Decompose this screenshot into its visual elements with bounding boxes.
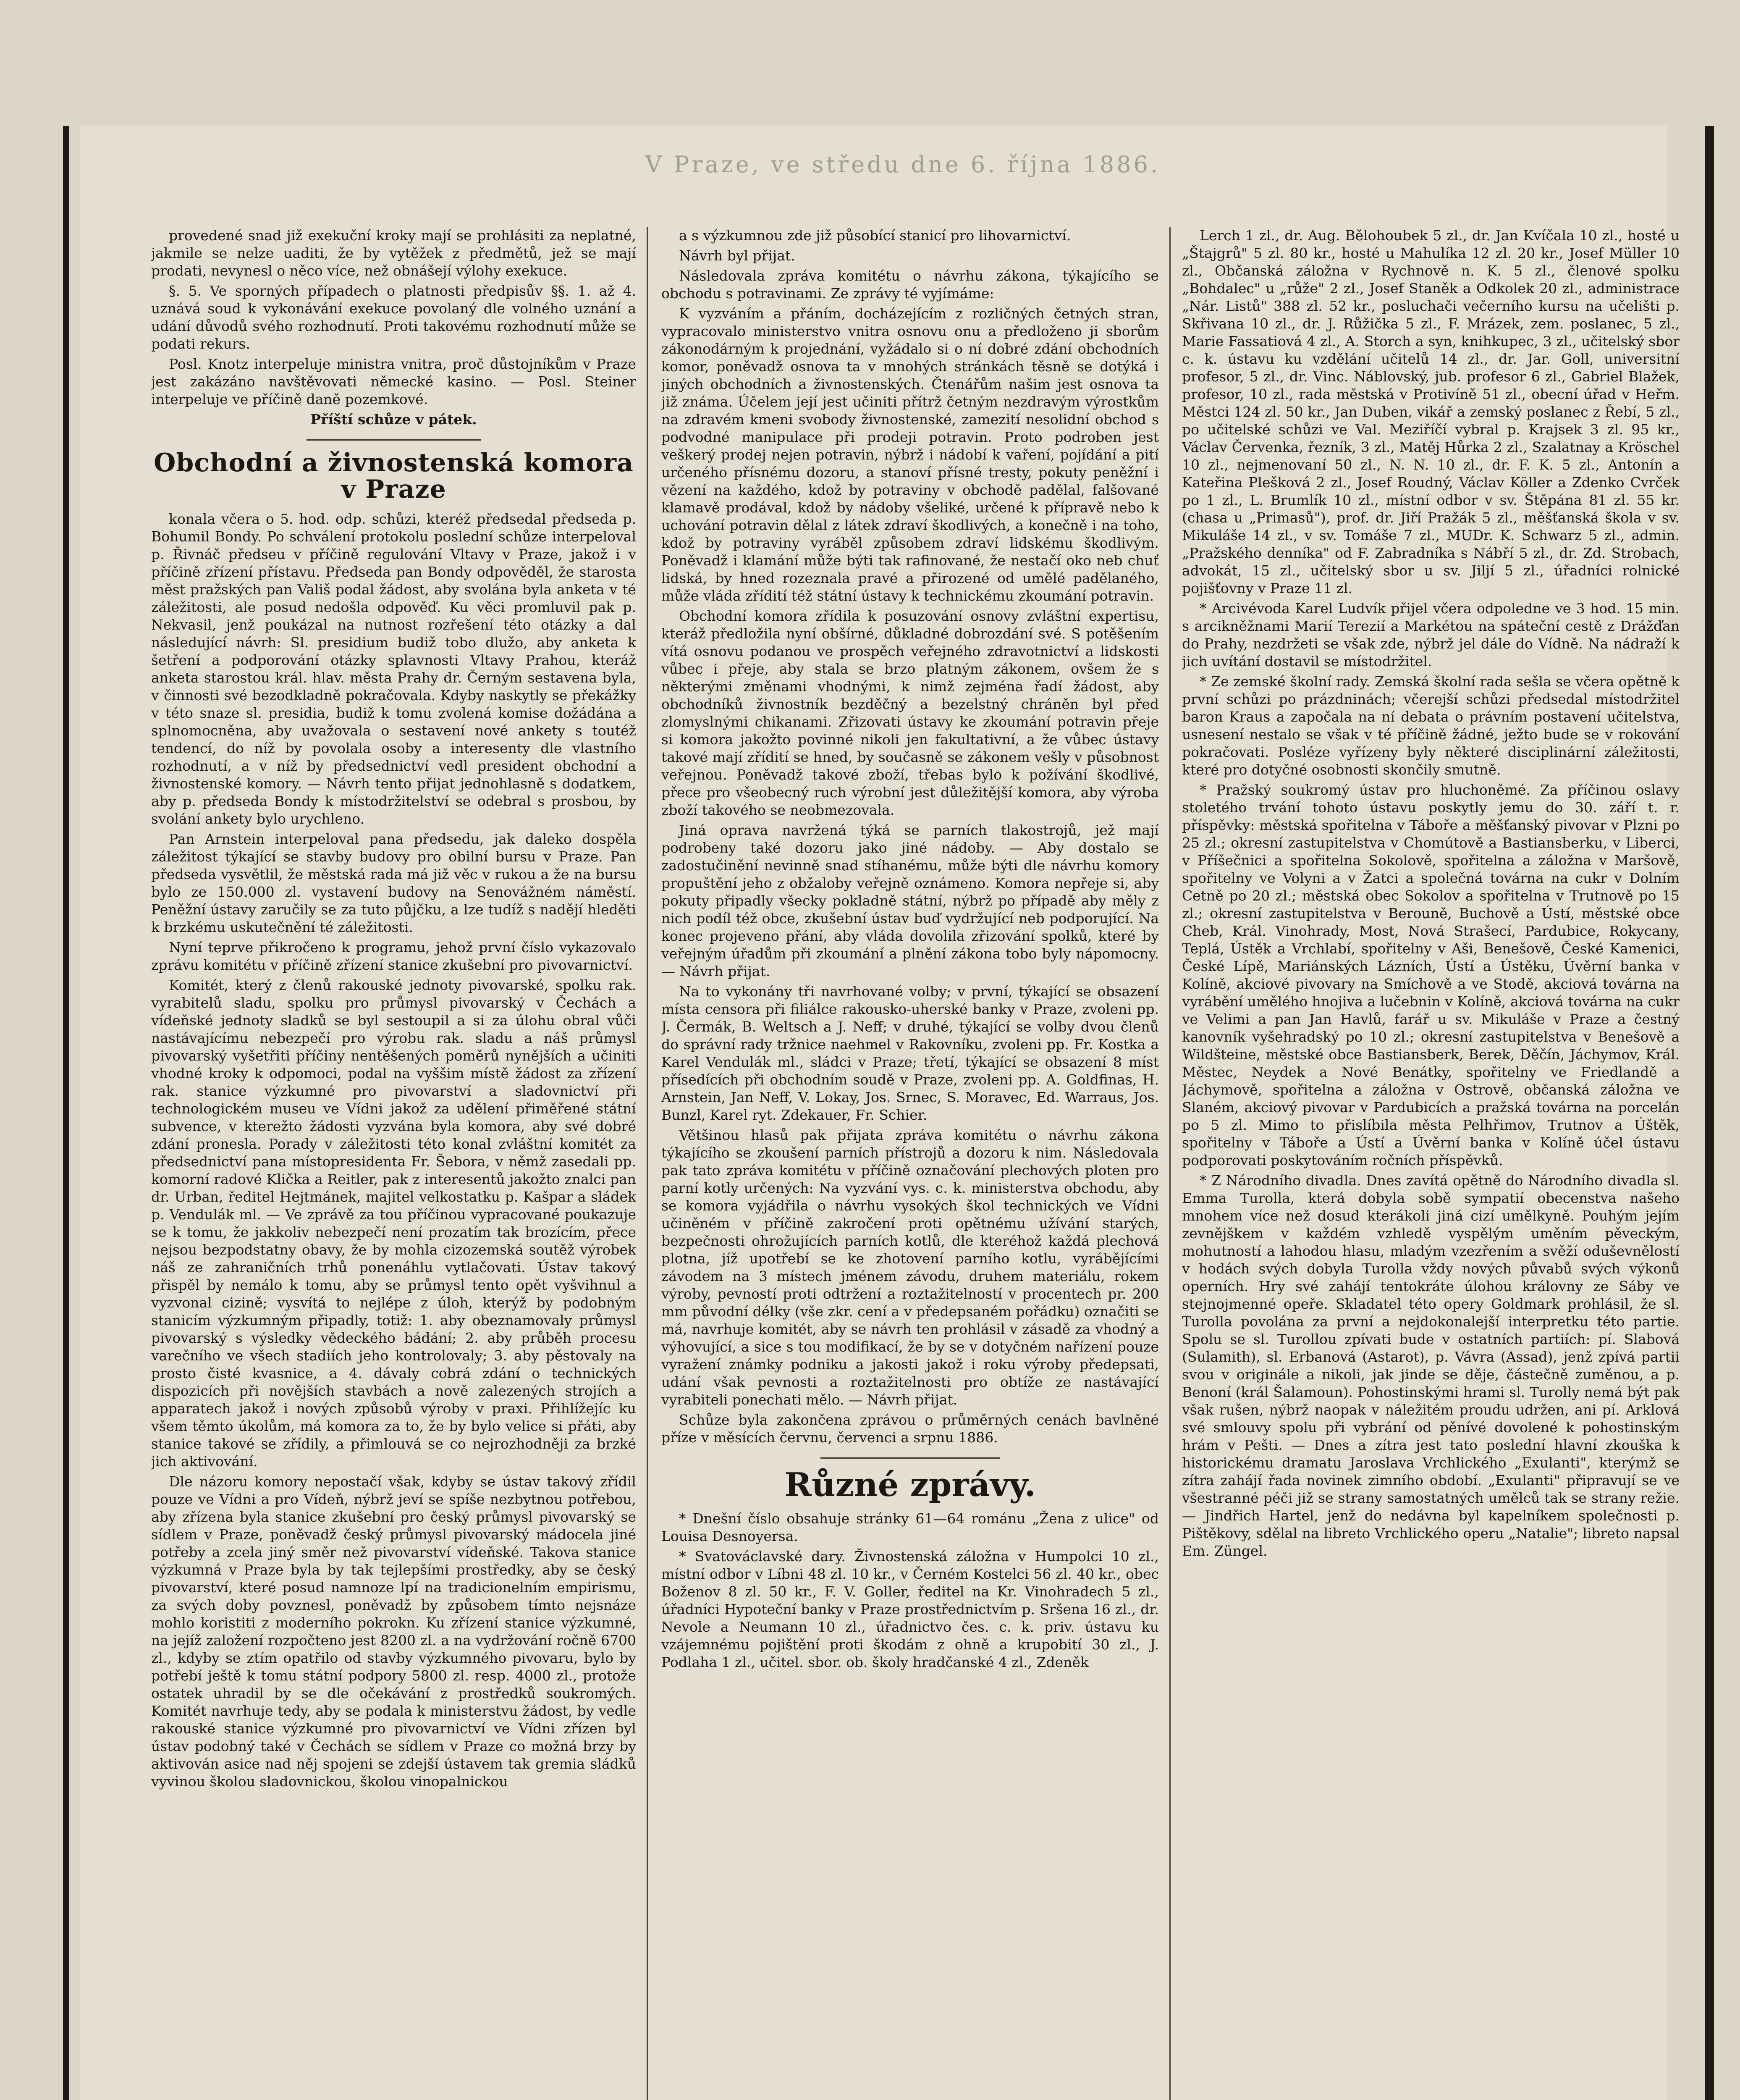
paragraph: * Dnešní číslo obsahuje stránky 61—64 románu „Žena z ulice" od Louisa Desnoyersa. bbox=[661, 1510, 1159, 1544]
paragraph: Jiná oprava navržená týká se parních tlakostrojů, jež mají podrobeny také dozoru jako jiné nádoby. — Aby dostalo se zadostučinění nevinně snad stíhanému, může býti dle návrhu komory propuštění jeho z obžaloby veřejně oznámeno. Komora nepřeje si, aby pokuty připadly všecky pokladně státní, nýbrž po případě aby měly z nich podíl též obce, zkušební ústav buď vydržující neb podporující. Na konec projeveno přání, aby vláda dovolila zřizování spolků, které by veřejným úřadům při zkoumání a plnění zákona tobo byly nápomocny. — Návrh přijat. bbox=[661, 822, 1159, 979]
paragraph: konala včera o 5. hod. odp. schůzi, kteréž předsedal předseda p. Bohumil Bondy. Po schválení protokolu poslední schůze interpeloval p. Řivnáč předseu v příčině regulování Vltavy v Praze, jakož i v příčině zřízení přístavu. Předseda pan Bondy odpověděl, že starosta měst pražských pan Vališ podal žádost, aby svolána byla anketa v té záležitosti, ale posud nedošla odpověď. Ku věci promluvil pak p. Nekvasil, jenž poukázal na nutnost rozřešení této otázky a dal následující návrh: Sl. presidium budiž tobo dlužo, aby anketa k šetření a podporování otázky splavnosti Vltavy Prahou, kteráž anketa starostou král. hlav. města Prahy dr. Černým sestavena byla, v činnosti své bezodkladně pokračovala. Kdyby naskytly se překážky v této snaze sl. presidia, budiž k tomu zvolená komise dožádána a splnomocněna, aby uvažovala o sestavení nové ankety s toutéž tendencí, do níž by povolala osoby a interesenty dle vlastního rozhodnutí, a v níž by předsednictví vedl president obchodní a živnostenské komory. — Návrh tento přijat jednohlasně s dodatkem, aby p. předseda Bondy k místodržitelství se odebral s prosbou, by svolání ankety bylo urychleno. bbox=[151, 511, 636, 827]
paragraph: * Arcivévoda Karel Ludvík přijel včera odpoledne ve 3 hod. 15 min. s arcikněžnami Marií Terezií a Markétou na spáteční cestě z Drážďan do Prahy, nezdržeti se však zde, nýbrž jel dále do Vídně. Na nádraží k jich uvítání dostavil se místodržitel. bbox=[1182, 600, 1680, 669]
paragraph: * Svatováclavské dary. Živnostenská záložna v Humpolci 10 zl., místní odbor v Líbni 48 zl. 10 kr., v Černém Kostelci 56 zl. 40 kr., obec Boženov 8 zl. 50 kr., F. V. Goller, ředitel na Kr. Vinohradech 5 zl., úřadníci Hypoteční banky v Praze prostřednictvím p. Sršena 16 zl., dr. Nevole a Neumann 10 zl., úřadnictvo čes. c. k. priv. ústavu ku vzájemnému pojištění proti škodám z ohně a krupobití 30 zl., J. Podlaha 1 zl., učitel. sbor. ob. školy hradčanské 4 zl., Zdeněk bbox=[661, 1548, 1159, 1670]
paragraph: Pan Arnstein interpeloval pana předsedu, jak daleko dospěla záležitost týkající se stavby budovy pro obilní bursu v Praze. Pan předseda vysvětlil, že městská rada má již věc v rukou a že na bursu bylo ze 150.000 zl. vystavení budovy na Senovážném náměstí. Peněžní ústavy zaručily se za tuto půjčku, a lze tudíž s nadějí hleděti k brzkému uskutečnění té záležitosti. bbox=[151, 831, 636, 935]
page-edge-left bbox=[63, 126, 69, 2100]
masthead-date: V Praze, ve středu dne 6. října 1886. bbox=[645, 151, 1161, 178]
article-heading-ruzne-zpravy: Různé zprávy. bbox=[784, 1466, 1036, 1504]
paragraph: Příští schůze v pátek. bbox=[310, 411, 477, 428]
paragraph: Na to vykonány tři navrhované volby; v první, týkající se obsazení místa censora při filiálce rakousko-uherské banky v Praze, zvoleni pp. J. Čermák, B. Weltsch a J. Neff; v druhé, týkající se volby dvou členů do správní rady tržnice naehmel v Rakovníku, zvoleni pp. Fr. Kostka a Karel Vendulák ml., sládci v Praze; třetí, týkající se obsazení 8 míst přísedících při obchodním soudě v Praze, zvoleni pp. A. Goldfinas, H. Arnstein, Jan Neff, V. Lokay, Jos. Srnec, S. Moravec, Ed. Warraus, Jos. Bunzl, Karel ryt. Zdekauer, Fr. Schier. bbox=[661, 983, 1159, 1123]
column-rule-2 bbox=[1169, 227, 1171, 2100]
paragraph: Nyní teprve přikročeno k programu, jehož první číslo vykazovalo zprávu komitétu v příčině zřízení stanice zkušební pro pivovarnictví. bbox=[151, 939, 636, 973]
paragraph: Většinou hlasů pak přijata zpráva komitétu o návrhu zákona týkajícího se zkoušení parních přístrojů a dozoru k nim. Následovala pak tato zpráva komitétu v příčině označování plechových ploten pro parní kotly určených: Na vyzvání vys. c. k. ministerstva obchodu, aby se komora vyjádřila o návrhu vysokých škol technických ve Vídni učiněném v příčině zakročení proti opětnému užívání starých, bezpečnosti ohrožujících parních kotlů, dle kteréhož každá plechová plotna, jíž upotřebí se ke zhotovení parního kotlu, vyrábějícími závodem na 3 místech jménem závodu, druhem materiálu, rokem výroby, pevností proti odtržení a roztažitelností v procentech pr. 200 mm původní délky (vše zkr. cení a v předepsaném pořádku) označiti se má, navrhuje komitét, aby se návrh ten prohlásil v zásadě za vhodný a výhovující, a sice s tou modifikací, že by se v dotyčném nařízení pouze vyražení známky podniku a jakosti jakož i roku výroby předepsati, udání však pevnosti a roztažitelnosti pro obtíže ze nastávající vyrabiteli ponechati mělo. — Návrh přijat. bbox=[661, 1127, 1159, 1408]
paragraph: Dle názoru komory nepostačí však, kdyby se ústav takový zřídil pouze ve Vídni a pro Vídeň, nýbrž jeví se spíše nezbytnou potřebou, aby zřízena byla stanice zkušební pro český průmysl pivovarský se sídlem v Praze, poněvadž český průmysl pivovarský mádocela jiné potřeby a zcela jiný směr než pivovarství vídeňské. Takova stanice výzkumná v Praze byla by tak tejlepšími prostředky, aby se český pivovarství, které posud namnoze lpí na tradicionelním empirismu, za svých doby povznesl, poněvadž by způsobem tímto nejsnáze mohlo koristiti z moderního pokrokn. Ku zřízení stanice výzkumné, na jejíž založení rozpočteno jest 8200 zl. a na vydržování ročně 6700 zl., kdyby se ztím opatřilo od stavby výzkumného pivovaru, bylo by potřebí ještě k tomu státní podpory 5800 zl. resp. 4000 zl., protože ostatek uhradil by se dle očekávání z prostředků soukromých. Komitét navrhuje tedy, aby se podala k ministerstvu žádost, by vedle rakouské stanice výzkumné pro pivovarnictví ve Vídni zřízen byl ústav podobný také v Čechách se sídlem v Praze co možná brzy by aktivován asice nad něj spojeni se zdejší ústavem tak gremia sládků vyvinou školou sladovnickou, školou vinopalnickou bbox=[151, 1473, 636, 1790]
column-rule-1 bbox=[647, 227, 648, 2100]
paragraph: * Ze zemské školní rady. Zemská školní rada sešla se včera opětně k první schůzi po prázdninách; včerejší schůzi předsedal místodržitel baron Kraus a započala na ní debata o právním postavení učitelstva, usnesení nestalo se však v té příčině žádné, ježto bude se v rokování pokračovati. Posléze vyřízeny byly některé disciplinární záležitosti, které pro dotyčné osobnosti skončily smutně. bbox=[1182, 673, 1680, 778]
paragraph: * Z Národního divadla. Dnes zavítá opětně do Národního divadla sl. Emma Turolla, která dobyla sobě sympatií obecenstva našeho mnohem více než dosud kterákoli jiná cizí umělkyně. Pouhým jejím zevnějškem v každém vzhledě vyspělým uměním pěveckým, mohutností a lahodou hlasu, mladým vzezřením a svěží oduševnělostí v hodách svých dobyla Turolla vždy nových půvabů svých výkonů operních. Hry své zahájí tentokráte úlohou královny ze Sáby ve stejnojmenné opeře. Skladatel této opery Goldmark prohlásil, že sl. Turolla povolána za první a nejdokonalejší interpretku této partie. Spolu se sl. Turollou zpívati bude v ostatních partiích: pí. Slabová (Sulamith), sl. Erbanová (Astarot), p. Vávra (Assad), jenž zpívá partii svou v originále a nikoli, jak jinde se děje, částečně zuměnou, a p. Benoní (král Šalamoun). Pohostinskými hrami sl. Turolly nemá být pak však rušen, nýbrž naopak v náležitém proudu udržen, ani pí. Arklová své smlouvy spolu při vybrání od pěnívé dovolené k pohostinským hrám v Pešti. — Dnes a zítra jest tato poslední hlavní zkouška k historickému dramatu Jaroslava Vrchlického „Exulanti", kterýmž se zítra zahájí řada novinek zimního období. „Exulanti" připravují se ve všestranné péči již se strany samostatných umělců tak se strany režie. — Jindřich Hartel, jenž do nedávna byl kapelníkem společnosti p. Pištěkovy, sdělal na libreto Vrchlického operu „Natalie"; libreto napsal Em. Züngel. bbox=[1182, 1172, 1680, 1559]
column-1 bbox=[151, 227, 636, 2100]
paragraph: §. 5. Ve sporných případech o platnosti předpisův §§. 1. až 4. uznává soud k vykonávání exekuce povolaný dle volného uznání a udání důvodů svého rozhodnutí. Proti takovému rozhodnutí může se podati rekurs. bbox=[151, 283, 636, 352]
paragraph: Lerch 1 zl., dr. Aug. Bělohoubek 5 zl., dr. Jan Kvíčala 10 zl., hosté u „Štajgrů" 5 zl. 80 kr., hosté u Mahulíka 12 zl. 20 kr., Josef Müller 10 zl., Občanská záložna v Rychnově n. K. 5 zl., členové spolku „Bohdalec" u „růže" 2 zl., Josef Staněk a Odkolek 20 zl., administrace „Nár. Listů" 388 zl. 52 kr., posluchači večerního kursu na učelišti p. Skřivana 10 zl., dr. J. Růžička 5 zl., F. Mrázek, zem. poslanec, 5 zl., Marie Fassatiová 4 zl., A. Storch a syn, knihkupec, 3 zl., učitelský sbor c. k. ústavu ku vzdělání učitelů 14 zl., dr. Jar. Goll, universitní profesor, 5 zl., dr. Vinc. Náblovský, jub. profesor 6 zl., Gabriel Blažek, profesor, 10 zl., rada městská v Protivíně 51 zl., obecní úřad v Heřm. Městci 124 zl. 50 kr., Jan Duben, vikář a zemský poslanec z Řebí, 5 zl., po učitelské schůzi ve Val. Meziříčí vybral p. Krajsek 3 zl. 95 kr., Václav Červenka, řezník, 3 zl., Matěj Hůrka 2 zl., Szalatnay a Kröschel 10 zl., nejmenovaní 50 zl., N. N. 10 zl., dr. F. K. 5 zl., Antonín a Kateřina Plešková 2 zl., Josef Roudný, Václav Köller a Zdenko Cvrček po 1 zl., L. Brumlík 10 zl., místní odbor v sv. Štěpána 81 zl. 55 kr. (chasa u „Primasů"), prof. dr. Jiří Pražák 5 zl., měšťanská škola v sv. Mikuláše 14 zl., v sv. Tomáše 7 zl., MUDr. K. Schwarz 5 zl., admin. „Pražského denníka" od F. Zabradníka s Nábří 5 zl., dr. Zd. Strobach, advokát, 15 zl., učitelský sbor u sv. Jiljí 5 zl., úřadníci rolnické pojišťovny v Praze 11 zl. bbox=[1182, 227, 1680, 596]
column-2 bbox=[661, 227, 1159, 2100]
article-heading-komora: Obchodní a živnostenská komora v Praze bbox=[154, 448, 634, 504]
paragraph: Komitét, který z členů rakouské jednoty pivovarské, spolku rak. vyrabitelů sladu, spolku pro průmysl pivovarský v Čechách a vídeňské jednoty sladků se byl sestoupil a si za úlohu obral vůči nastávajícímu nebezpečí pro výrobu rak. sladu a náš průmysl pivovarský vyšetřiti příčiny nentěšených poměrů nynějších a učiniti vhodné kroky k odpomoci, podal na vyššim místě žádost za zřízení rak. stanice výzkumné pro pivovarství a sladovnictví při technologickém museu ve Vídni jakož za udělení přiměřené státní subvence, v kterežto žádosti vyzvána byla komora, aby své dobré zdání pronesla. Porady v záležitosti této konal zvláštní komitét za předsednictví pana místopresidenta Fr. Šebora, v němž zasedali pp. komorní radové Klička a Reitler, pak z interesentů jakožto znalci pan dr. Urban, ředitel Hejtmánek, majitel velkostatku p. Kašpar a sládek p. Vendulák ml. — Ve zprávě za tou příčinou vypracované poukazuje se k tomu, že jakkoliv nebezpečí není prozatím tak brozícím, přece nejsou bezpodstatny obavy, že by mohla cizozemská soutěž výrobek náš ze zahraničních trhů ponenáhlu vytlačovati. Ústav takový přispěl by nemálo k tomu, aby se průmysl tento opět vyšvihnul a vyzvonal cizině; vysvítá to nejlépe z úloh, kterýž by podobným stanicím výzkumným připadly, totiž: 1. aby obeznamovaly průmysl pivovarský s výsledky vědeckého bádání; 2. aby průběh procesu varečního ve všech stadiích jeho kontrolovaly; 3. aby pěstovaly na prosto čisté kvasnice, a 4. dávaly cobrá zdání o technických dispozicích při novějších stavbách a nově zalezených strojích a apparatech jakož i nových způsobů výroby v praxi. Přihlížejíc ku všem těmto úkolům, má komora za to, že by bylo velice si přáti, aby stanice takové se zřídily, a přimlouvá se co nejrozhodněji za brzké jich aktivování. bbox=[151, 977, 636, 1470]
paragraph: Obchodní komora zřídila k posuzování osnovy zvláštní expertisu, kteráž předložila nyní obšírné, důkladné dobrozdání své. S potěšením vítá osnovu podanou ve prospěch veřejného zdravotnictví a lidskosti vůbec i přeje, aby stala se brzo platným zákonem, ovšem že s některými změnami vhodnými, k nimž zejména řadí žádost, aby obchodníků živnostník bezděčný a bezelstný chráněn byl před zlomyslnými chikanami. Zřizovati ústavy ke zkoumání potravin přeje si komora jakožto povinné nikoli jen fakultativní, a že vůbec ústavy takové mají zřídití se hned, by současně se zákonem vešly v působnost veřejnou. Poněvadž takové zboží, třebas bylo k požívání škodlivé, přece pro všeobecný ruch výrobní jest důležitější komora, aby výroba zboží takového se neobmezovala. bbox=[661, 608, 1159, 818]
section-divider bbox=[820, 1457, 1000, 1459]
column-3 bbox=[1182, 227, 1680, 2100]
paragraph: Posl. Knotz interpeluje ministra vnitra, proč důstojníkům v Praze jest zakázáno navštěvovati německé kasino. — Posl. Steiner interpeluje ve příčině daně pozemkové. bbox=[151, 356, 636, 407]
page-edge-right bbox=[1705, 126, 1714, 2100]
paragraph: K vyzváním a přáním, docházejícím z rozličných četných stran, vypracovalo ministerstvo vnitra osnovu onu a předloženo ji sborům zákonodárným k projednání, vyžádalo si o ní dobré zdání obchodních komor, poněvadž osnova ta v mnohých stránkách těsně se dotýká i jiných obchodních a živnostenských. Čtenářům našim jest osnova ta již známa. Účelem její jest učiniti přítrž četným nezdravým výrostkům na zdravém kmeni svobody živnostenské, zamezití nesolidní obchod s podvodné manipulace při prodeji potravin. Proto podroben jest veškerý prodej nejen potravin, nýbrž i nádobí k vaření, pojídání a pití určeného přísnému dozoru, a stanoví přísné tresty, pokuty peněžní i vězení na každého, kdož by potraviny v obchodě padělal, falšované klamavě prodával, kdož by nádoby všeliké, určené k přípravě nebo k uchování potravin dělal z látek zdraví škodlivých, a konečně i na toho, kdož by potraviny vyráběl způsobem zdraví lidskému škodlivým. Poněvadž i klamání může býti tak rafinované, že nestačí oko neb chuť lidská, by hned rozeznala pravé a přirozené od umělé padělaného, může vláda zřídití též státní ústavy k technickému zkoumání potravin. bbox=[661, 305, 1159, 604]
paragraph: provedené snad již exekuční kroky mají se prohlásiti za neplatné, jakmile se nelze uaditi, že by vytěžek z předmětů, jež se mají prodati, nevynesl o něco více, než obnášejí výlohy exekuce. bbox=[151, 227, 636, 279]
paragraph: * Pražský soukromý ústav pro hluchoněmé. Za příčinou oslavy stoletého trvání tohoto ústavu poskytly jemu do 30. září t. r. příspěvky: městská spořitelna v Táboře a měšťanský pivovar v Plzni po 25 zl.; okresní zastupitelstva v Chomútově a Bastiansberku, v Liberci, v Příšečnici a spořitelna Sokolově, spořitelna a záložna v Maršově, spořitelny ve Volyni a v Žatci a společná továrna na cukr v Dolním Cetně po 20 zl.; městská obec Sokolov a spořitelna v Trutnově po 15 zl.; okresní zastupitelstva v Berouně, Buchově a Ústí, městské obce Cheb, Král. Vinohrady, Most, Nová Strašecí, Pardubice, Rokycany, Teplá, Ústěk a Vrchlabí, spořitelny v Aši, Benešově, České Kamenici, České Lípě, Mariánských Lázních, Ústí a Ústěku, Úvěrní banka v Kolíně, akciové pivovary na Smíchově a ve Stodě, akciová továrna na vyrábění umělého hnojiva a lučebnin v Kolíně, akciová továrna na cukr ve Velimi a pan Jan Havlů, farář u sv. Mikuláše v Praze a čestný kanovník vyšehradský po 10 zl.; okresní zastupitelstva v Benešově a Wildšteine, městské obce Bastiansberk, Berek, Děčín, Jáchymov, Král. Městec, Neydek a Nové Benátky, spořitelny ve Friedlandě a Jáchymově, spořitelna a záložna v Ostrově, občanská záložna ve Slaném, akciový pivovar v Pardubicích a pražská továrna na porcelán po 5 zl. Mimo to přislíbila města Pelhřimov, Trutnov a Úštěk, spořitelny v Táboře a Ústí a Úvěrní banka v Kolíně účel ústavu podporovati poskytováním ročních příspěvků. bbox=[1182, 782, 1680, 1168]
paragraph: Následovala zpráva komitétu o návrhu zákona, týkajícího se obchodu s potravinami. Ze zprávy té vyjímáme: bbox=[661, 268, 1159, 302]
paragraph: Schůze byla zakončena zprávou o průměrných cenách bavlněné příze v měsících červnu, červenci a srpnu 1886. bbox=[661, 1412, 1159, 1446]
paragraph: Návrh byl přijat. bbox=[679, 247, 795, 264]
paragraph: a s výzkumnou zde již působící stanicí pro lihovarnictví. bbox=[679, 227, 1071, 244]
section-divider bbox=[307, 439, 481, 441]
